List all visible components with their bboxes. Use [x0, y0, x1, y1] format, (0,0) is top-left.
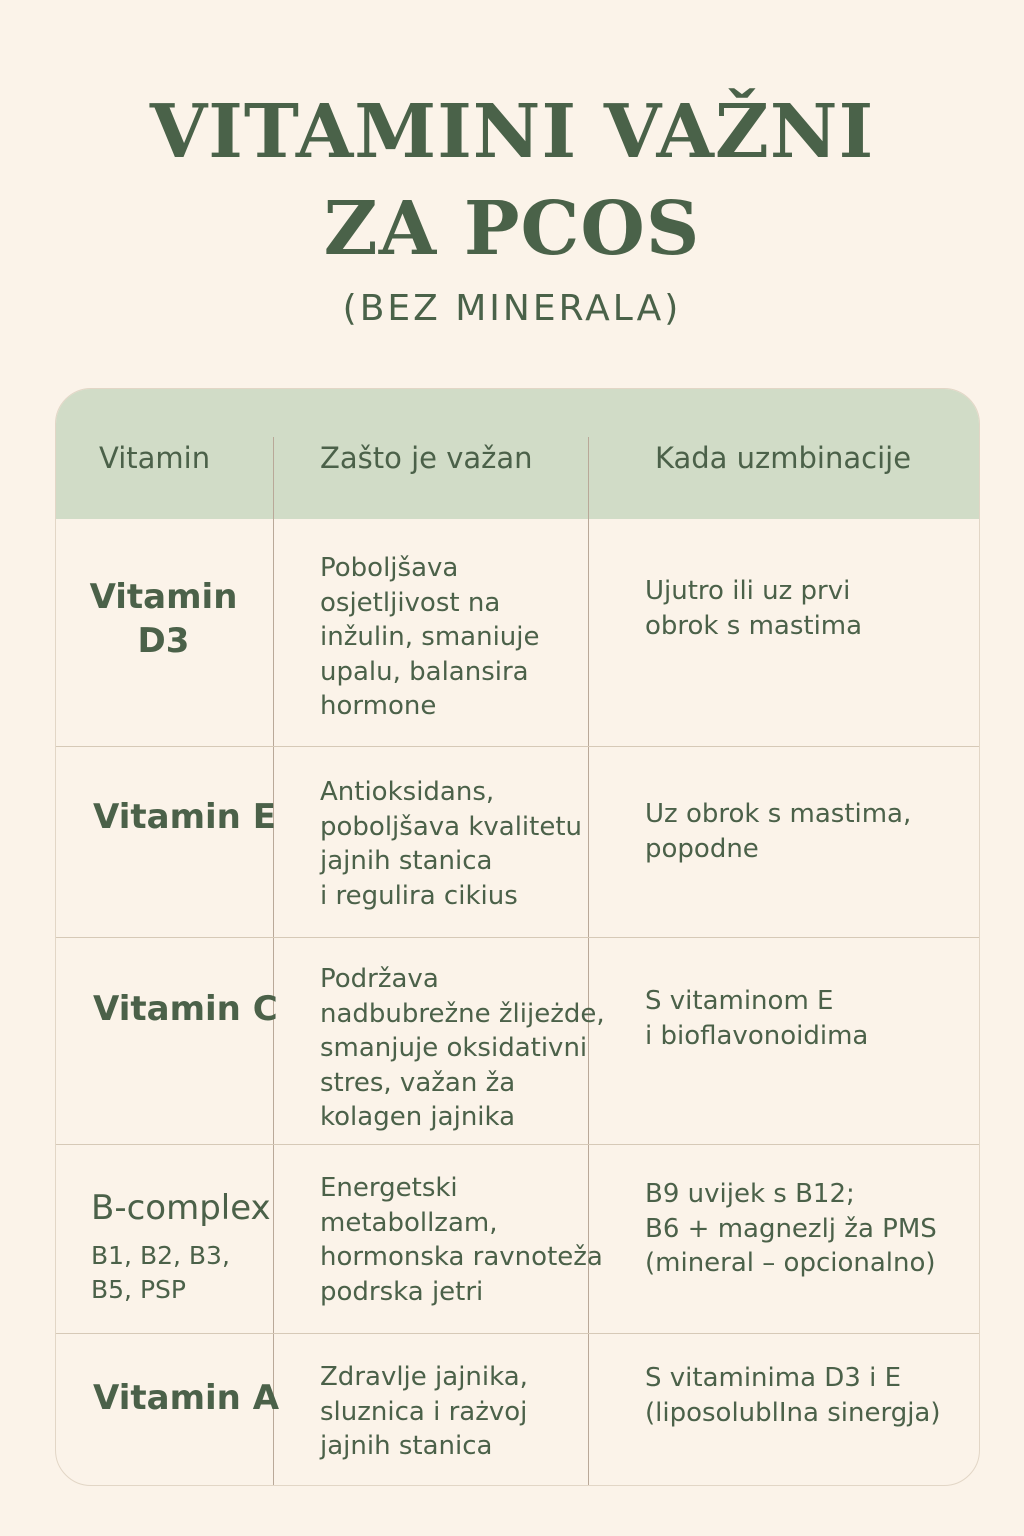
row-vitamin-e-when: Uz obrok s mastima, popodne	[645, 799, 912, 864]
column-divider	[273, 437, 274, 1485]
row-b-complex-why: Energetski metabollzam, hormonska ravnoteža podrska jetri	[320, 1173, 603, 1307]
column-header-why: Zašto je važan	[320, 441, 533, 475]
row-vitamin-a-why: Zdravlje jajnika, sluznica i rażvoj jajnih stanica	[320, 1362, 528, 1461]
row-vitamin-a-when: S vitaminima D3 i E (liposolublIna sinergja)	[645, 1363, 941, 1428]
page-title-line-2: ZA PCOS	[323, 186, 701, 272]
row-vitamin-c-why: Podržava nadbubrežne žlijeżde, smanjuje oksidativni stres, važan ža kolagen jajnika	[320, 964, 605, 1132]
column-header-vitamin: Vitamin	[99, 441, 211, 475]
row-vitamin-e-why: Antioksidans, poboljšava kvalitetu jajnih stanica i regulira cikius	[320, 777, 583, 911]
row-divider	[56, 1144, 979, 1145]
row-vitamin-a-name: Vitamin A	[93, 1378, 280, 1418]
column-divider	[588, 437, 589, 1485]
row-b-complex-sub: B1, B2, B3, B5, PSP	[91, 1241, 230, 1304]
row-b-complex-when: B9 uvijek s B12; B6 + magnezlj ža PMS (mineral – opcionalno)	[645, 1179, 937, 1278]
row-divider	[56, 746, 979, 747]
vitamin-table	[55, 388, 980, 1486]
row-vitamin-d3-when: Ujutro ili uz prvi obrok s mastima	[645, 576, 863, 641]
column-header-when: Kada uzmbinacije	[655, 441, 912, 475]
row-vitamin-d3-name: Vitamin D3	[89, 577, 238, 661]
row-vitamin-c-when: S vitaminom E i bioflavonoidima	[645, 986, 869, 1051]
row-vitamin-e-name: Vitamin E	[93, 797, 276, 837]
row-vitamin-c-name: Vitamin C	[93, 989, 278, 1029]
page-title-line-1: VITAMINI VAŽNI	[149, 89, 875, 175]
row-b-complex-name: B-complex	[91, 1188, 271, 1228]
row-divider	[56, 937, 979, 938]
row-divider	[56, 1333, 979, 1334]
row-vitamin-d3-why: Poboljšava osjetljivost na inžulin, smaniuje upalu, balansira hormone	[320, 553, 540, 721]
page-subtitle: (BEZ MINERALA)	[342, 288, 682, 329]
